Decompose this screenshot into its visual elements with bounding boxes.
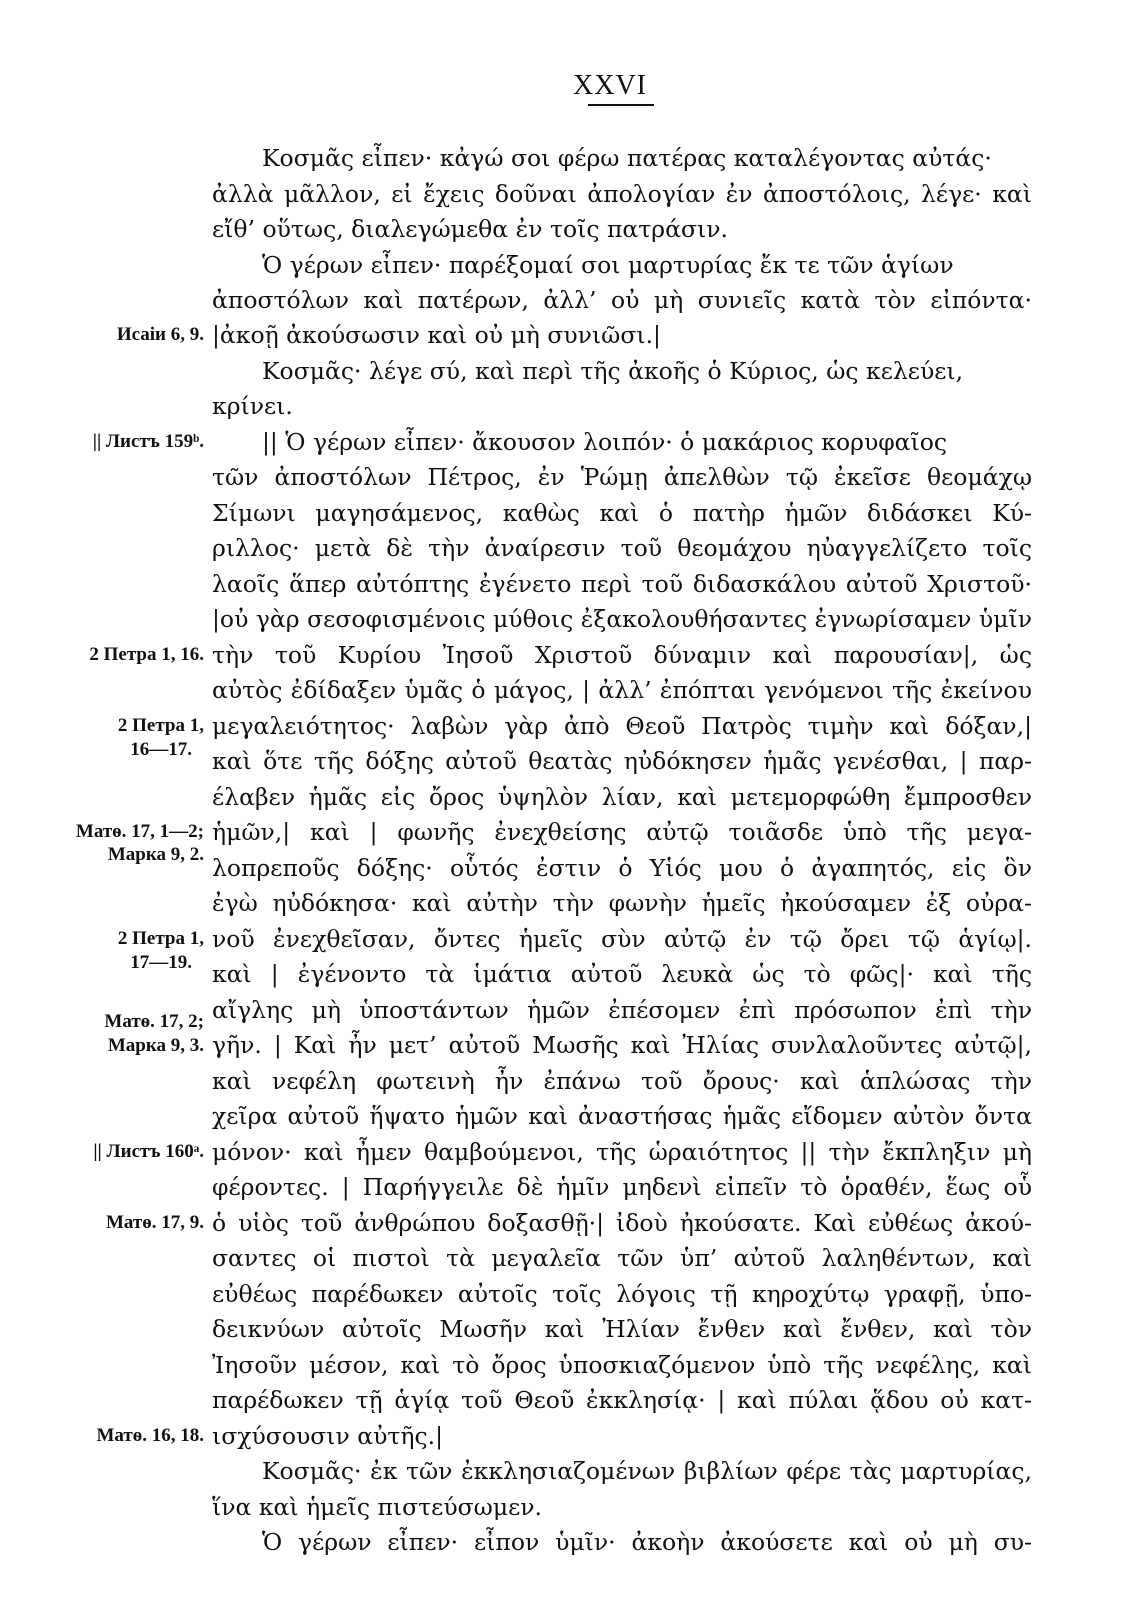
text-line: τὴν τοῦ Κυρίου Ἰησοῦ Χριστοῦ δύναμιν καὶ παρουσίαν|, ὡς: [212, 641, 1032, 669]
text-line: Σίμωνι μαγησάμενος, καθὼς καὶ ὁ πατὴρ ἡμῶν διδάσκει Κύ-: [212, 499, 1032, 527]
text-line: ἐγὼ ηὐδόκησα· καὶ αὐτὴν τὴν φωνὴν ἡμεῖς ἠκούσαμεν ἐξ οὐρα-: [212, 889, 1032, 917]
text-line: ἀποστόλων καὶ πατέρων, ἀλλ’ οὐ μὴ συνιεῖς κατὰ τὸν εἰπόντα·: [212, 286, 1032, 314]
text-line: Κοσμᾶς· λέγε σύ, καὶ περὶ τῆς ἀκοῆς ὁ Κύριος, ὡς κελεύει,: [262, 357, 964, 385]
header-underline: [588, 104, 654, 106]
text-line: ισχύσουσιν αὐτῆς.|: [212, 1422, 444, 1450]
text-line: Κοσμᾶς εἶπεν· κἀγώ σοι φέρω πατέρας καταλέγοντας αὐτάς·: [262, 144, 992, 172]
margin-note: 17—19.: [130, 952, 192, 973]
text-line: νοῦ ἐνεχθεῖσαν, ὄντες ἡμεῖς σὺν αὐτῷ ἐν τῷ ὄρει τῷ ἁγίῳ|.: [212, 925, 1032, 953]
margin-note: 16—17.: [130, 739, 192, 760]
page-number-header: XXVI: [573, 70, 647, 101]
text-line: ὁ υἱὸς τοῦ ἀνθρώπου δοξασθῇ·| ἰδοὺ ἠκούσατε. Καὶ εὐθέως ἀκού-: [212, 1209, 1032, 1237]
text-line: ριλλος· μετὰ δὲ τὴν ἀναίρεσιν τοῦ θεομάχου ηὐαγγελίζετο τοῖς: [212, 534, 1032, 562]
text-line: εὐθέως παρέδωκεν αὐτοῖς τοῖς λόγοις τῇ κηροχύτῳ γραφῇ, ὑπο-: [212, 1280, 1032, 1308]
margin-note: Марка 9, 2.: [107, 844, 204, 865]
text-line: Κοσμᾶς· ἐκ τῶν ἐκκλησιαζομένων βιβλίων φέρε τὰς μαρτυρίας,: [262, 1457, 1032, 1485]
text-line: ἵνα καὶ ἡμεῖς πιστεύσωμεν.: [212, 1493, 543, 1521]
text-line: χεῖρα αὐτοῦ ἥψατο ἡμῶν καὶ ἀναστήσας ἡμᾶς εἴδομεν αὐτὸν ὄντα: [212, 1102, 1032, 1130]
text-line: τῶν ἀποστόλων Πέτρος, ἐν Ῥώμῃ ἀπελθὼν τῷ ἐκεῖσε θεομάχῳ: [212, 463, 1032, 491]
text-line: ἀλλὰ μᾶλλον, εἰ ἔχεις δοῦναι ἀπολογίαν ἐν ἀποστόλοις, λέγε· καὶ: [212, 180, 1032, 208]
margin-note: || Листъ 159ᵇ.: [92, 431, 204, 452]
text-line: φέροντες. | Παρήγγειλε δὲ ἡμῖν μηδενὶ εἰπεῖν τὸ ὁραθέν, ἕως οὗ: [212, 1173, 1032, 1201]
margin-note: Матѳ. 17, 2;: [104, 1011, 204, 1032]
text-line: ἡμῶν,| καὶ | φωνῆς ἐνεχθείσης αὐτῷ τοιᾶσδε ὑπὸ τῆς μεγα-: [212, 818, 1032, 846]
text-line: καὶ ὅτε τῆς δόξης αὐτοῦ θεατὰς ηὐδόκησεν ἡμᾶς γενέσθαι, | παρ-: [212, 747, 1032, 775]
margin-note: 2 Петра 1, 16.: [89, 644, 204, 665]
text-line: Ἰησοῦν μέσον, καὶ τὸ ὄρος ὑποσκιαζόμενον ὑπὸ τῆς νεφέλης, καὶ: [212, 1351, 1032, 1379]
text-line: αὐτὸς ἐδίδαξεν ὑμᾶς ὁ μάγος, | ἀλλ’ ἐπόπται γενόμενοι τῆς ἐκείνου: [212, 676, 1032, 704]
margin-note: Марка 9, 3.: [107, 1035, 204, 1056]
margin-note: || Листъ 160ᵃ.: [93, 1141, 204, 1162]
text-line: μεγαλειότητος· λαβὼν γὰρ ἀπὸ Θεοῦ Πατρὸς τιμὴν καὶ δόξαν,|: [212, 712, 1032, 740]
margin-note: Исаіи 6, 9.: [116, 324, 204, 345]
margin-note: Матѳ. 16, 18.: [96, 1425, 204, 1446]
margin-note: Матѳ. 17, 1—2;: [75, 821, 204, 842]
margin-note: Матѳ. 17, 9.: [105, 1212, 204, 1233]
text-line: καὶ | ἐγένοντο τὰ ἱμάτια αὐτοῦ λευκὰ ὡς τὸ φῶς|· καὶ τῆς: [212, 960, 1032, 988]
text-line: γῆν. | Καὶ ἦν μετ’ αὐτοῦ Μωσῆς καὶ Ἠλίας συνλαλοῦντες αὐτῷ|,: [212, 1031, 1032, 1059]
text-line: |ἀκοῇ ἀκούσωσιν καὶ οὐ μὴ συνιῶσι.|: [212, 321, 661, 349]
text-line: δεικνύων αὐτοῖς Μωσῆν καὶ Ἠλίαν ἔνθεν καὶ ἔνθεν, καὶ τὸν: [212, 1315, 1032, 1343]
text-line: έλαβεν ἡμᾶς εἰς ὄρος ὑψηλὸν λίαν, καὶ μετεμορφώθη ἔμπροσθεν: [212, 783, 1032, 811]
text-line: αἴγλης μὴ ὑποστάντων ἡμῶν ἐπέσομεν ἐπὶ πρόσωπον ἐπὶ τὴν: [212, 996, 1032, 1024]
margin-note: 2 Петра 1,: [117, 715, 204, 736]
margin-note: 2 Петра 1,: [117, 928, 204, 949]
text-line: λοπρεποῦς δόξης· οὗτός ἐστιν ὁ Υἱός μου ὁ ἀγαπητός, εἰς ὃν: [212, 854, 1032, 882]
text-line: λαοῖς ἅπερ αὐτόπτης ἐγένετο περὶ τοῦ διδασκάλου αὐτοῦ Χριστοῦ·: [212, 570, 1032, 598]
text-line: παρέδωκεν τῇ ἁγίᾳ τοῦ Θεοῦ ἐκκλησίᾳ· | καὶ πύλαι ᾅδου οὐ κατ-: [212, 1386, 1032, 1414]
text-line: Ὁ γέρων εἶπεν· παρέξομαί σοι μαρτυρίας ἔκ τε τῶν ἁγίων: [262, 251, 954, 279]
text-line: εἴθ’ οὕτως, διαλεγώμεθα ἐν τοῖς πατράσιν.: [212, 215, 728, 243]
text-line: καὶ νεφέλη φωτεινὴ ἦν ἐπάνω τοῦ ὄρους· καὶ ἁπλώσας τὴν: [212, 1067, 1032, 1095]
text-line: σαντες οἱ πιστοὶ τὰ μεγαλεῖα τῶν ὑπ’ αὐτοῦ λαληθέντων, καὶ: [212, 1244, 1032, 1272]
text-line: κρίνει.: [212, 392, 293, 420]
text-line: μόνον· καὶ ἦμεν θαμβούμενοι, τῆς ὡραιότητος || τὴν ἔκπληξιν μὴ: [212, 1138, 1032, 1166]
text-line: || Ὁ γέρων εἶπεν· ἄκουσον λοιπόν· ὁ μακάριος κορυφαῖος: [262, 428, 948, 456]
text-line: Ὁ γέρων εἶπεν· εἶπον ὑμῖν· ἀκοὴν ἀκούσετε καὶ οὐ μὴ συ-: [262, 1528, 1032, 1556]
text-line: |οὐ γὰρ σεσοφισμένοις μύθοις ἐξακολουθήσαντες ἐγνωρίσαμεν ὑμῖν: [212, 605, 1032, 633]
